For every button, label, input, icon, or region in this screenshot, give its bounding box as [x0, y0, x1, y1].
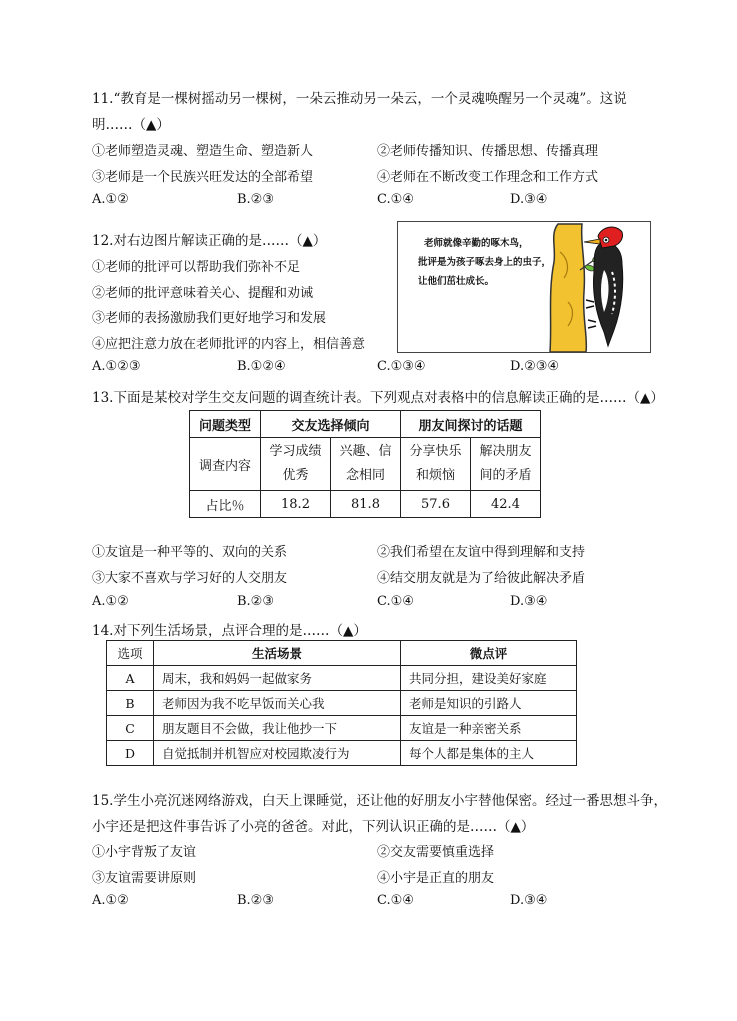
- q12-stem: 12.对右边图片解读正确的是……（▲）: [92, 233, 327, 249]
- q15-choice-b[interactable]: B.②③: [237, 893, 274, 908]
- q12-choice-d[interactable]: D.②③④: [510, 359, 560, 374]
- value-interests: 81.8: [331, 491, 401, 518]
- q15-choice-c[interactable]: C.①④: [377, 893, 414, 908]
- comment-text: 老师是知识的引路人: [401, 691, 577, 716]
- q12-statement-2: ②老师的批评意味着关心、提醒和劝诫: [92, 286, 314, 301]
- comment-text: 共同分担，建设美好家庭: [401, 666, 577, 691]
- q11-statement-4: ④老师在不断改变工作理念和工作方式: [377, 170, 599, 185]
- col-resolving: 解决朋友 间的矛盾: [471, 438, 541, 491]
- q11-stem-line2: 明……（▲）: [92, 117, 170, 133]
- option-letter: A: [107, 666, 154, 691]
- header-scenario: 生活场景: [154, 641, 401, 666]
- row-label-content: 调查内容: [190, 438, 261, 491]
- q11-statement-2: ②老师传播知识、传播思想、传播真理: [377, 144, 599, 159]
- picture-caption-line3: 让他们茁壮成长。: [418, 276, 495, 287]
- table-row: [107, 741, 577, 766]
- table-row: [107, 666, 577, 691]
- option-letter: D: [107, 741, 154, 766]
- header-comment: 微点评: [401, 641, 577, 666]
- table-row: [107, 691, 577, 716]
- q13-choice-d[interactable]: D.③④: [510, 594, 548, 609]
- table-row: [107, 716, 577, 741]
- scenario-text: 自觉抵制并机智应对校园欺凌行为: [154, 741, 401, 766]
- header-option: 选项: [107, 641, 154, 666]
- value-academic: 18.2: [261, 491, 331, 518]
- q12-choice-c[interactable]: C.①③④: [377, 359, 426, 374]
- q15-statement-4: ④小宇是正直的朋友: [377, 871, 495, 886]
- survey-table: [189, 410, 541, 518]
- scenario-text: 老师因为我不吃早饭而关心我: [154, 691, 401, 716]
- q12-statement-4: ④应把注意力放在老师批评的内容上，相信善意: [92, 337, 366, 352]
- q11-statement-1: ①老师塑造灵魂、塑造生命、塑造新人: [92, 144, 314, 159]
- q11-statement-3: ③老师是一个民族兴旺发达的全部希望: [92, 170, 314, 185]
- q13-choice-c[interactable]: C.①④: [377, 594, 414, 609]
- col-interests: 兴趣、信 念相同: [331, 438, 401, 491]
- q13-choice-a[interactable]: A.①②: [92, 594, 129, 609]
- q12-choice-a[interactable]: A.①②③: [92, 359, 141, 374]
- header-friend-topics: 朋友间探讨的话题: [401, 411, 541, 438]
- q14-stem: 14.对下列生活场景，点评合理的是……（▲）: [92, 623, 367, 639]
- q13-statement-3: ③大家不喜欢与学习好的人交朋友: [92, 571, 288, 586]
- header-question-type: 问题类型: [190, 411, 261, 438]
- q15-statement-3: ③友谊需要讲原则: [92, 871, 197, 886]
- q15-choice-d[interactable]: D.③④: [510, 893, 548, 908]
- q12-choice-b[interactable]: B.①②④: [237, 359, 286, 374]
- q15-stem-line2: 小宇还是把这件事告诉了小亮的爸爸。对此，下列认识正确的是……（▲）: [92, 819, 535, 835]
- q13-statement-4: ④结交朋友就是为了给彼此解决矛盾: [377, 571, 586, 586]
- q13-stem: 13.下面是某校对学生交友问题的调查统计表。下列观点对表格中的信息解读正确的是……（▲）: [92, 390, 664, 406]
- q11-choice-b[interactable]: B.②③: [237, 192, 274, 207]
- col-sharing: 分享快乐 和烦恼: [401, 438, 471, 491]
- q15-statement-2: ②交友需要慎重选择: [377, 845, 495, 860]
- scenario-table: [106, 640, 577, 766]
- comment-text: 友谊是一种亲密关系: [401, 716, 577, 741]
- picture-caption-line2: 批评是为孩子啄去身上的虫子，: [418, 257, 552, 268]
- q12-statement-3: ③老师的表扬激励我们更好地学习和发展: [92, 311, 327, 326]
- scenario-text: 朋友题目不会做，我让他抄一下: [154, 716, 401, 741]
- q11-stem-line1: 11.“教育是一棵树摇动另一棵树，一朵云推动另一朵云，一个灵魂唤醒另一个灵魂”。这说: [92, 91, 627, 107]
- comment-text: 每个人都是集体的主人: [401, 741, 577, 766]
- scenario-text: 周末，我和妈妈一起做家务: [154, 666, 401, 691]
- woodpecker-picture: [397, 221, 651, 353]
- col-academic: 学习成绩 优秀: [261, 438, 331, 491]
- q15-statement-1: ①小宇背叛了友谊: [92, 845, 197, 860]
- picture-caption-line1: 老师就像辛勤的啄木鸟，: [424, 238, 529, 249]
- value-resolving: 42.4: [471, 491, 541, 518]
- option-letter: B: [107, 691, 154, 716]
- option-letter: C: [107, 716, 154, 741]
- q15-choice-a[interactable]: A.①②: [92, 893, 129, 908]
- q13-statement-2: ②我们希望在友谊中得到理解和支持: [377, 545, 586, 560]
- row-label-percent: 占比％: [190, 491, 261, 518]
- q15-stem-line1: 15.学生小亮沉迷网络游戏，白天上课睡觉，还让他的好朋友小宇替他保密。经过一番思想斗争，: [92, 793, 667, 809]
- q11-choice-c[interactable]: C.①④: [377, 192, 414, 207]
- q13-statement-1: ①友谊是一种平等的、双向的关系: [92, 545, 288, 560]
- value-sharing: 57.6: [401, 491, 471, 518]
- q13-choice-b[interactable]: B.②③: [237, 594, 274, 609]
- header-friend-choice: 交友选择倾向: [261, 411, 401, 438]
- q11-choice-d[interactable]: D.③④: [510, 192, 548, 207]
- woodpecker-icon: [530, 222, 650, 352]
- q12-statement-1: ①老师的批评可以帮助我们弥补不足: [92, 260, 301, 275]
- q11-choice-a[interactable]: A.①②: [92, 192, 129, 207]
